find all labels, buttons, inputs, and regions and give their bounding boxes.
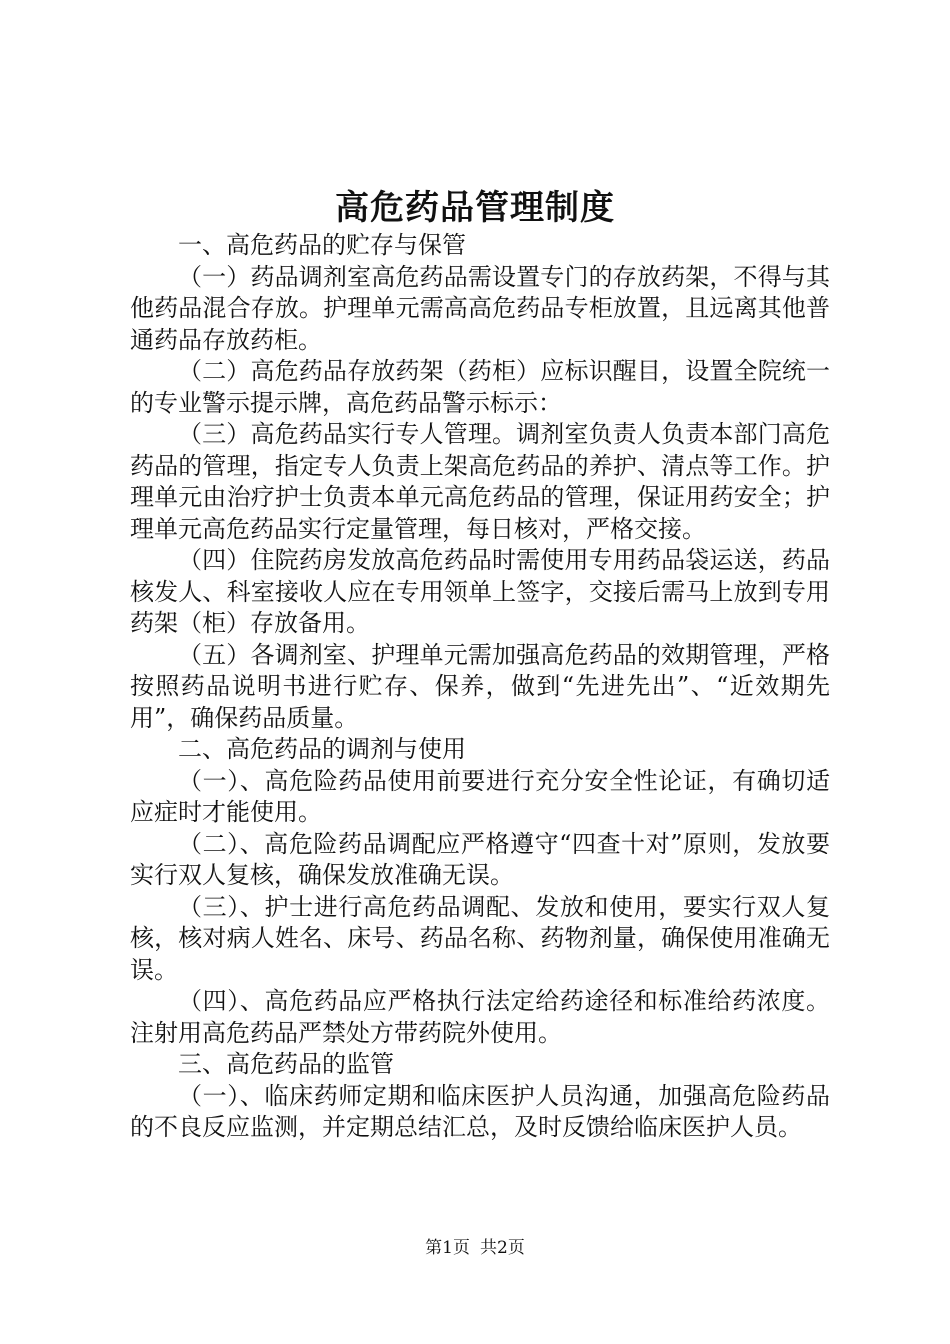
section-heading: 二、高危药品的调剂与使用 <box>178 735 466 763</box>
paragraph: （一）、临床药师定期和临床医护人员沟通，加强高危险药品的不良反应监测，并定期总结汇总，及时反馈给临床医护人员。 <box>130 1081 830 1141</box>
page-number: 第1页 <box>425 1238 470 1258</box>
paragraph: （五）各调剂室、护理单元需加强高危药品的效期管理，严格按照药品说明书进行贮存、保养，做到“先进先出”、“近效期先用”，确保药品质量。 <box>130 640 830 732</box>
paragraph: （三）、护士进行高危药品调配、发放和使用，要实行双人复核，核对病人姓名、床号、药品名称、药物剂量，确保使用准确无误。 <box>130 892 830 984</box>
section-heading: 三、高危药品的监管 <box>178 1050 394 1078</box>
document-title: 高危药品管理制度 <box>335 188 615 228</box>
document-body <box>130 230 830 1144</box>
page-total: 共2页 <box>480 1238 525 1258</box>
paragraph: （二）、高危险药品调配应严格遵守“四查十对”原则，发放要实行双人复核，确保发放准确无误。 <box>130 829 830 889</box>
section-heading: 一、高危药品的贮存与保管 <box>178 231 466 259</box>
paragraph: （二）高危药品存放药架（药柜）应标识醒目，设置全院统一的专业警示提示牌，高危药品警示标示： <box>130 357 830 417</box>
page-footer <box>0 1236 950 1260</box>
paragraph: （一）药品调剂室高危药品需设置专门的存放药架，不得与其他药品混合存放。护理单元需高高危药品专柜放置，且远离其他普通药品存放药柜。 <box>130 262 830 354</box>
paragraph: （三）高危药品实行专人管理。调剂室负责人负责本部门高危药品的管理，指定专人负责上架高危药品的养护、清点等工作。护理单元由治疗护士负责本单元高危药品的管理，保证用药安全；护理单元高危药品实行定量管理，每日核对，严格交接。 <box>130 420 830 543</box>
paragraph: （四）住院药房发放高危药品时需使用专用药品袋运送，药品核发人、科室接收人应在专用领单上签字，交接后需马上放到专用药架（柜）存放备用。 <box>130 546 830 637</box>
paragraph: （一）、高危险药品使用前要进行充分安全性论证，有确切适应症时才能使用。 <box>130 766 830 826</box>
paragraph: （四）、高危药品应严格执行法定给药途径和标准给药浓度。注射用高危药品严禁处方带药院外使用。 <box>130 987 830 1047</box>
